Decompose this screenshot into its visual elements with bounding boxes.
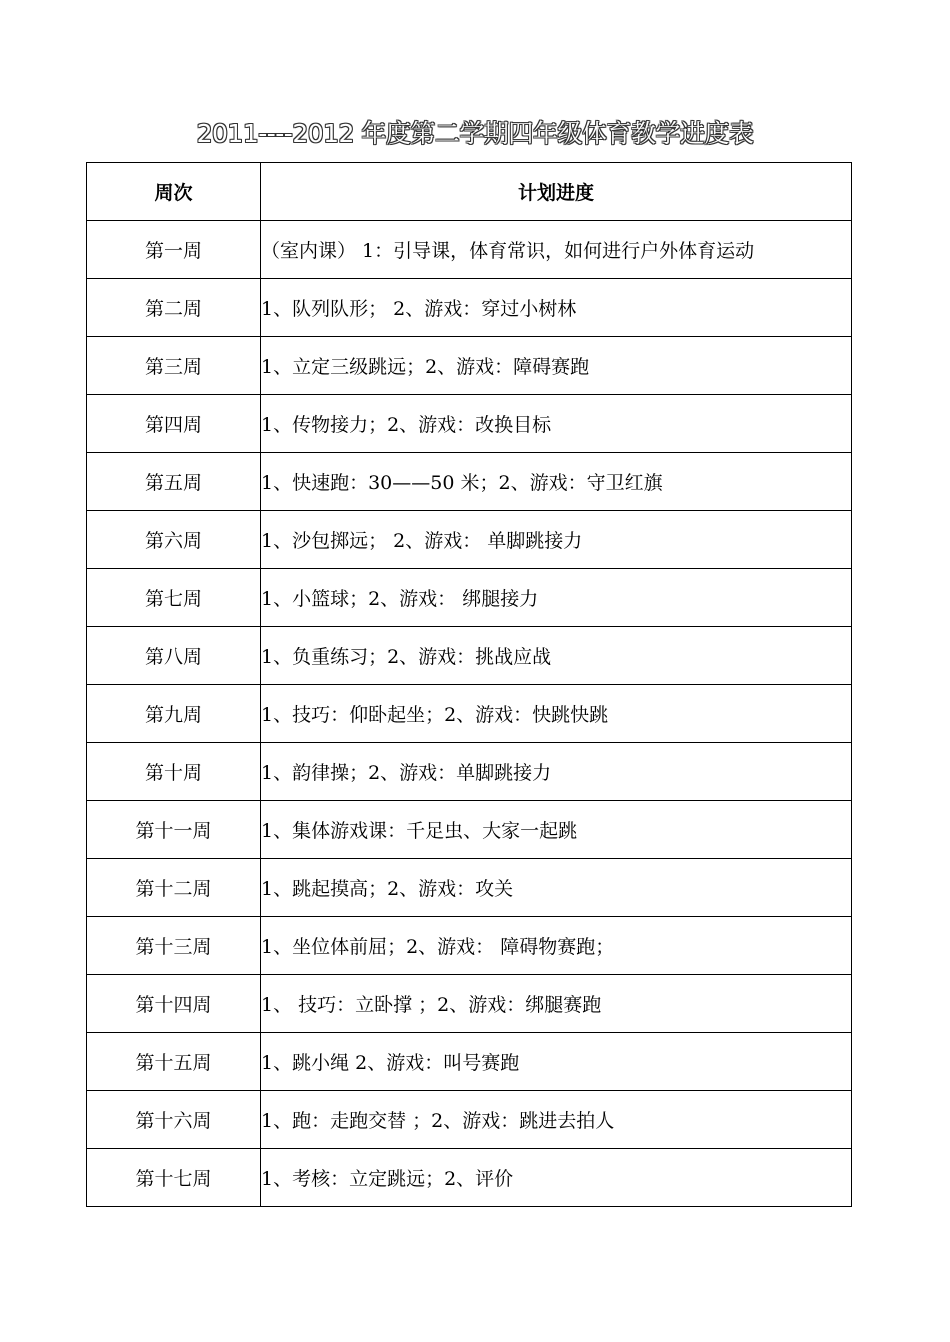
table-row bbox=[87, 1033, 852, 1091]
plan-cell: 1、跑：走跑交替 ；2、游戏：跳进去拍人 bbox=[261, 1091, 852, 1149]
plan-cell: 1、队列队形； 2、游戏：穿过小树林 bbox=[261, 279, 852, 337]
table-row bbox=[87, 1091, 852, 1149]
table-row bbox=[87, 975, 852, 1033]
plan-cell: 1、韵律操；2、游戏：单脚跳接力 bbox=[261, 743, 852, 801]
table-row bbox=[87, 1149, 852, 1207]
table-row bbox=[87, 569, 852, 627]
week-cell: 第十二周 bbox=[87, 859, 261, 917]
plan-cell: 1、考核：立定跳远；2、评价 bbox=[261, 1149, 852, 1207]
week-cell: 第七周 bbox=[87, 569, 261, 627]
plan-cell: 1、快速跑：30——50 米；2、游戏：守卫红旗 bbox=[261, 453, 852, 511]
week-cell: 第九周 bbox=[87, 685, 261, 743]
table-row bbox=[87, 801, 852, 859]
table-row bbox=[87, 685, 852, 743]
week-cell: 第一周 bbox=[87, 221, 261, 279]
table-row bbox=[87, 859, 852, 917]
table-row bbox=[87, 395, 852, 453]
plan-cell: 1、跳起摸高；2、游戏：攻关 bbox=[261, 859, 852, 917]
week-cell: 第十一周 bbox=[87, 801, 261, 859]
plan-cell: 1、负重练习；2、游戏：挑战应战 bbox=[261, 627, 852, 685]
schedule-table bbox=[86, 162, 852, 1207]
plan-cell: 1、坐位体前屈；2、游戏： 障碍物赛跑； bbox=[261, 917, 852, 975]
week-cell: 第二周 bbox=[87, 279, 261, 337]
plan-cell: 1、 技巧：立卧撑 ；2、游戏：绑腿赛跑 bbox=[261, 975, 852, 1033]
page-title: 2011----2012 年度第二学期四年级体育教学进度表 bbox=[196, 119, 754, 148]
plan-cell: 1、集体游戏课：千足虫、大家一起跳 bbox=[261, 801, 852, 859]
plan-cell: 1、小篮球；2、游戏： 绑腿接力 bbox=[261, 569, 852, 627]
week-cell: 第十周 bbox=[87, 743, 261, 801]
plan-cell: 1、跳小绳 2、游戏：叫号赛跑 bbox=[261, 1033, 852, 1091]
week-cell: 第十五周 bbox=[87, 1033, 261, 1091]
table-row bbox=[87, 917, 852, 975]
week-cell: 第十三周 bbox=[87, 917, 261, 975]
week-cell: 第五周 bbox=[87, 453, 261, 511]
table-row bbox=[87, 337, 852, 395]
table-header-row bbox=[87, 163, 852, 221]
plan-cell: 1、立定三级跳远；2、游戏：障碍赛跑 bbox=[261, 337, 852, 395]
week-cell: 第十七周 bbox=[87, 1149, 261, 1207]
plan-cell: （室内课） 1：引导课，体育常识，如何进行户外体育运动 bbox=[261, 221, 852, 279]
plan-cell: 1、技巧：仰卧起坐；2、游戏：快跳快跳 bbox=[261, 685, 852, 743]
plan-cell: 1、沙包掷远； 2、游戏： 单脚跳接力 bbox=[261, 511, 852, 569]
week-cell: 第四周 bbox=[87, 395, 261, 453]
week-cell: 第十四周 bbox=[87, 975, 261, 1033]
table-row bbox=[87, 511, 852, 569]
table-row bbox=[87, 627, 852, 685]
week-cell: 第十六周 bbox=[87, 1091, 261, 1149]
table-row bbox=[87, 221, 852, 279]
week-cell: 第八周 bbox=[87, 627, 261, 685]
week-cell: 第六周 bbox=[87, 511, 261, 569]
table-row bbox=[87, 453, 852, 511]
column-header-week: 周次 bbox=[87, 163, 261, 221]
table-row bbox=[87, 743, 852, 801]
column-header-plan: 计划进度 bbox=[261, 163, 852, 221]
week-cell: 第三周 bbox=[87, 337, 261, 395]
table-body bbox=[87, 221, 852, 1207]
plan-cell: 1、传物接力；2、游戏：改换目标 bbox=[261, 395, 852, 453]
table-row bbox=[87, 279, 852, 337]
